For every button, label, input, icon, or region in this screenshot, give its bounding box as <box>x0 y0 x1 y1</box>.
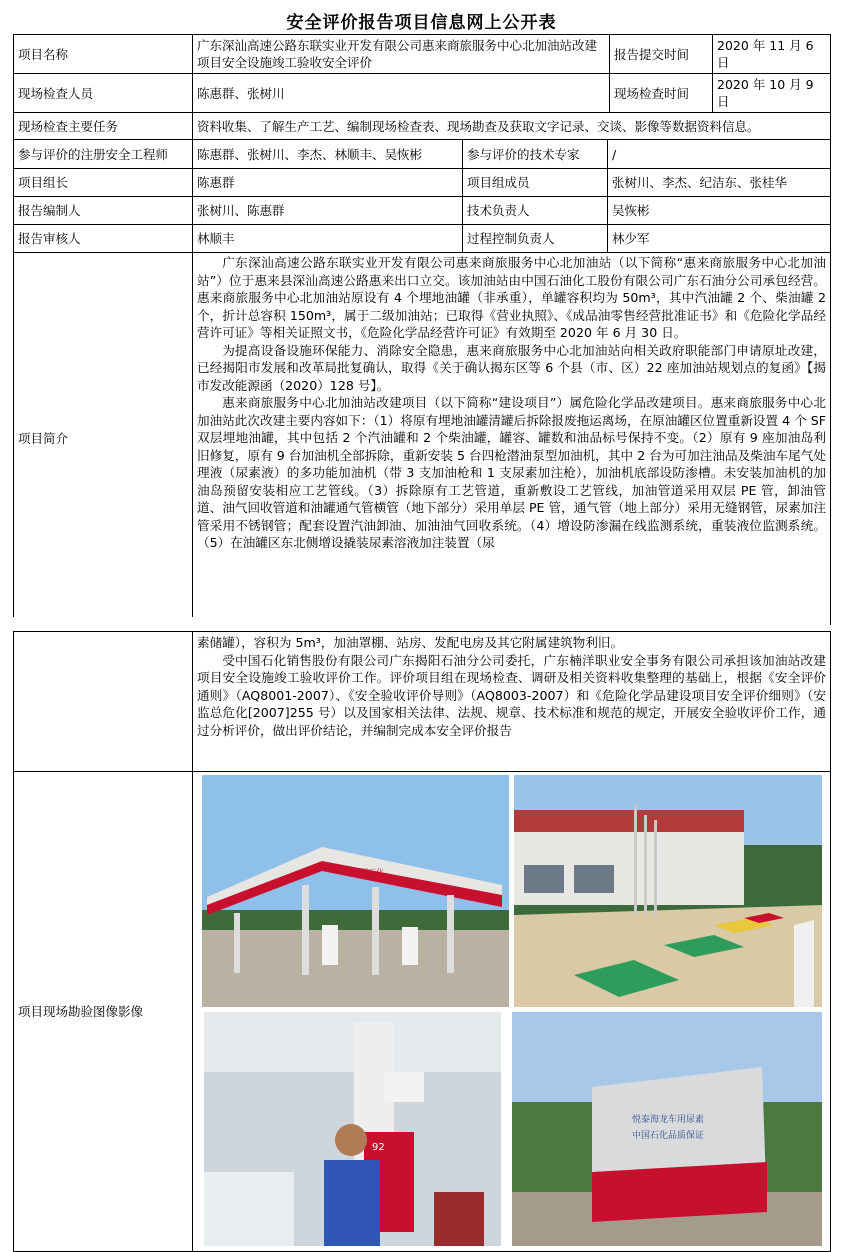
reviewer-label: 报告审核人 <box>14 225 193 253</box>
leader: 陈惠群 <box>193 169 463 197</box>
tech-lead: 吴恢彬 <box>608 197 831 225</box>
photos-cell <box>193 772 831 1252</box>
author: 张树川、陈惠群 <box>193 197 463 225</box>
photo-tank-area <box>514 775 822 1007</box>
intro-paragraph-3: 惠来商旅服务中心北加油站改建项目（以下简称“建设项目”）属危险化学品改建项目。惠来商旅服务中心北加油站此次改建主要内容如下：（1）将原有埋地油罐清罐后拆除报废拖运离场，在原油罐区位置重新设置 4 个 SF 双层埋地油罐，其中包括 2 个汽油罐和 2 个柴油罐，罐容、罐数和油品标号保持不变。（2）原有 9 座加油岛利旧修复，原有 9 台加油机全部拆除，重新安装 5 台四枪潜油泵型加油机，其中 2 台为可加注油品及柴油车尾气处理液（尿素液）的多功能加油机（带 3 支加油枪和 1 支尿素加注枪），加油机底部设防渗槽。未安装加油机的加油岛预留安装相应工艺管线。（3）拆除原有工艺管道，重新敷设工艺管线，加油管道采用双层 PE 管，卸油管道、油气回收管道和油罐通气管横管（地下部分）采用单层 PE 管，通气管（地上部分）采用无缝钢管，尿素加注管采用不锈钢管；配套设置汽油卸油、加油油气回收系统。（4）增设防渗漏在线监测系统，重装液位监测系统。（5）在油罐区东北侧增设撬装尿素溶液加注装置（尿 <box>197 395 826 550</box>
experts-label: 参与评价的技术专家 <box>463 140 608 169</box>
reviewer: 林顺丰 <box>193 225 463 253</box>
engineers-label: 参与评价的注册安全工程师 <box>14 140 193 169</box>
urea-box-line2: 中国石化品质保证 <box>632 1130 705 1141</box>
inspect-time: 2020 年 10 月 9 日 <box>713 74 831 113</box>
tasks: 资料收集、了解生产工艺、编制现场检查表、现场勘查及获取文字记录、交谈、影像等数据资料信息。 <box>193 113 831 140</box>
project-name: 广东深汕高速公路东联实业开发有限公司惠来商旅服务中心北加油站改建项目安全设施竣工验收安全评价 <box>193 35 610 74</box>
photo-canopy <box>202 775 509 1007</box>
inspectors-label: 现场检查人员 <box>14 74 193 113</box>
experts: / <box>608 140 831 169</box>
tasks-label: 现场检查主要任务 <box>14 113 193 140</box>
photo-grid <box>193 773 830 1251</box>
urea-box-line1: 悦泰海龙车用尿素 <box>632 1114 705 1125</box>
page-break <box>13 617 830 629</box>
intro-label-continued <box>14 632 193 772</box>
project-name-label: 项目名称 <box>14 35 193 74</box>
photo-pump <box>204 1012 501 1246</box>
urea-image <box>512 1012 822 1246</box>
tech-lead-label: 技术负责人 <box>463 197 608 225</box>
tank-area-image <box>514 775 822 1007</box>
pump-number: 92 <box>372 1141 385 1153</box>
intro-paragraph-3-cont: 素储罐），容积为 5m³，加油罩棚、站房、发配电房及其它附属建筑物利旧。 <box>197 635 624 650</box>
pump-image <box>204 1012 501 1246</box>
process-label: 过程控制负责人 <box>463 225 608 253</box>
canopy-image <box>202 775 509 1007</box>
submit-time: 2020 年 11 月 6 日 <box>713 35 831 74</box>
intro-label: 项目简介 <box>14 253 193 625</box>
intro-body <box>193 253 831 625</box>
canopy-sign-text: 中国石化 <box>352 867 384 877</box>
photo-urea <box>512 1012 822 1246</box>
photos-label: 项目现场勘验图像影像 <box>14 772 193 1252</box>
leader-label: 项目组长 <box>14 169 193 197</box>
intro-body-continued <box>193 632 831 772</box>
intro-paragraph-1: 广东深汕高速公路东联实业开发有限公司惠来商旅服务中心北加油站（以下简称“惠来商旅服务中心北加油站”）位于惠来县深汕高速公路惠来出口立交。该加油站由中国石油化工股份有限公司广东石油分公司承包经营。惠来商旅服务中心北加油站原设有 4 个埋地油罐（非承重），单罐容积均为 50m³，其中汽油罐 2 个、柴油罐 2 个，折计总容积 150m³，属于二级加油站；已取得《营业执照》、《成品油零售经营批准证书》和《危险化学品经营许可证》等相关证照文书，《危险化学品经营许可证》有效期至 2020 年 6 月 30 日。 <box>197 255 826 340</box>
process: 林少军 <box>608 225 831 253</box>
intro-paragraph-2: 为提高设备设施环保能力、消除安全隐患，惠来商旅服务中心北加油站向相关政府职能部门申请原址改建，已经揭阳市发展和改革局批复确认，取得《关于确认揭东区等 6 个县（市、区）22 座加油站规划点的复函》【揭市发改能源函（2020）128 号】。 <box>197 342 826 393</box>
members-label: 项目组成员 <box>463 169 608 197</box>
intro-paragraph-4: 受中国石化销售股份有限公司广东揭阳石油分公司委托，广东楠洋职业安全事务有限公司承担该加油站改建项目安全设施竣工验收评价工作。评价项目组在现场检查、调研及相关资料收集整理的基础上，根据《安全评价通则》（AQ8001-2007）、《安全验收评价导则》（AQ8003-2007）和《危险化学品建设项目安全评价细则》（安监总危化[2007]255 号）以及国家相关法律、法规、规章、技术标准和规范的规定，开展安全验收评价工作，通过分析评价，做出评价结论，并编制完成本安全评价报告 <box>197 652 826 738</box>
page-title: 安全评价报告项目信息网上公开表 <box>286 13 557 33</box>
engineers: 陈惠群、张树川、李杰、林顺丰、吴恢彬 <box>193 140 463 169</box>
members: 张树川、李杰、纪洁东、张桂华 <box>608 169 831 197</box>
inspectors: 陈惠群、张树川 <box>193 74 610 113</box>
author-label: 报告编制人 <box>14 197 193 225</box>
info-table-continued <box>13 631 831 1252</box>
inspect-time-label: 现场检查时间 <box>610 74 713 113</box>
submit-time-label: 报告提交时间 <box>610 35 713 74</box>
info-table <box>13 34 831 625</box>
